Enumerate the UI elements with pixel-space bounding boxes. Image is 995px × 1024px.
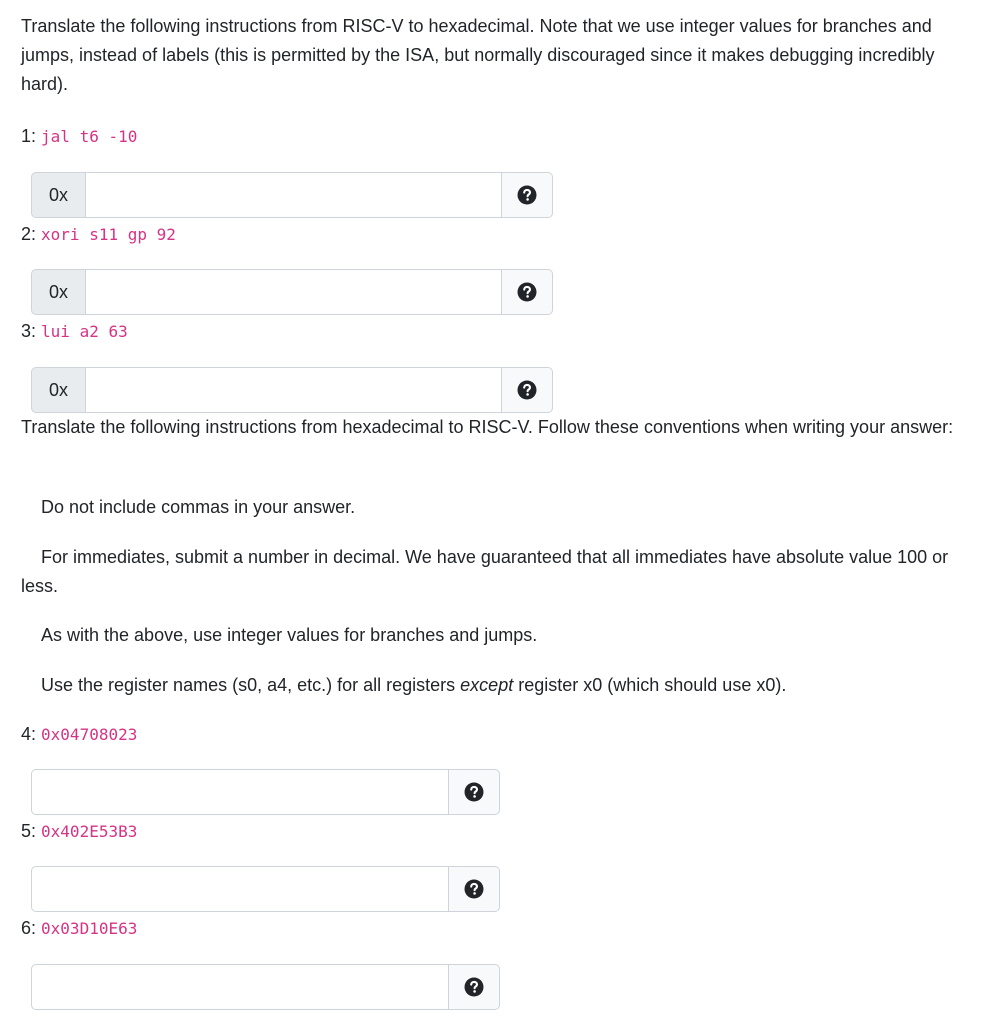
- section2-instructions: Translate the following instructions from hexadecimal to RISC-V. Follow these conventions when writing your answer:: [21, 417, 954, 437]
- question-6-code: 0x03D10E63: [41, 919, 138, 938]
- question-6-label: [21, 914, 137, 943]
- question-4-code: 0x04708023: [41, 725, 138, 744]
- question-circle-icon: [517, 380, 537, 400]
- question-1-label: [21, 122, 137, 151]
- convention-branches: As with the above, use integer values for branches and jumps.: [41, 625, 538, 645]
- question-4-label: [21, 720, 137, 749]
- question-1-answer-input[interactable]: [86, 172, 502, 218]
- convention-immediates: For immediates, submit a number in decimal. We have guaranteed that all immediates have absolute value 100 or less.: [21, 547, 949, 596]
- hex-prefix: 0x: [31, 367, 86, 413]
- question-5-answer-input[interactable]: [31, 866, 449, 912]
- convention-no-commas: Do not include commas in your answer.: [41, 497, 356, 517]
- question-3-input-group: [31, 367, 553, 413]
- question-4-number: 4:: [21, 724, 37, 744]
- question-1-code: jal t6 -10: [41, 127, 138, 146]
- question-3-answer-input[interactable]: [86, 367, 502, 413]
- question-5-label: [21, 817, 137, 846]
- question-6-help-button[interactable]: [449, 964, 500, 1010]
- question-6-input-group: [31, 964, 500, 1010]
- question-3-label: [21, 317, 128, 346]
- question-circle-icon: [517, 282, 537, 302]
- question-2-answer-input[interactable]: [86, 269, 502, 315]
- question-4-answer-input[interactable]: [31, 769, 449, 815]
- convention-registers: [41, 671, 991, 700]
- convention-registers-text-2: register x0 (which should use x0).: [513, 675, 787, 695]
- question-1-input-group: [31, 172, 553, 218]
- question-5-code: 0x402E53B3: [41, 822, 138, 841]
- question-circle-icon: [464, 977, 484, 997]
- question-2-input-group: [31, 269, 553, 315]
- hex-prefix: 0x: [31, 269, 86, 315]
- convention-registers-text-1: Use the register names (s0, a4, etc.) for all registers: [41, 675, 461, 695]
- question-4-input-group: [31, 769, 500, 815]
- question-circle-icon: [517, 185, 537, 205]
- question-2-label: [21, 220, 176, 249]
- hex-prefix: 0x: [31, 172, 86, 218]
- question-3-number: 3:: [21, 321, 37, 341]
- question-2-number: 2:: [21, 224, 37, 244]
- question-1-help-button[interactable]: [502, 172, 553, 218]
- question-6-number: 6:: [21, 918, 37, 938]
- question-3-help-button[interactable]: [502, 367, 553, 413]
- question-2-code: xori s11 gp 92: [41, 225, 176, 244]
- question-4-help-button[interactable]: [449, 769, 500, 815]
- question-circle-icon: [464, 879, 484, 899]
- convention-registers-emphasis: except: [460, 675, 514, 695]
- question-1-number: 1:: [21, 126, 37, 146]
- question-5-number: 5:: [21, 821, 37, 841]
- question-6-answer-input[interactable]: [31, 964, 449, 1010]
- question-5-help-button[interactable]: [449, 866, 500, 912]
- question-circle-icon: [464, 782, 484, 802]
- section1-instructions: Translate the following instructions from RISC-V to hexadecimal. Note that we use integer values for branches and jumps, instead of labels (this is permitted by the ISA, but normally discouraged since it makes debugging incredibly hard).: [21, 16, 935, 94]
- question-3-code: lui a2 63: [41, 322, 128, 341]
- question-2-help-button[interactable]: [502, 269, 553, 315]
- question-5-input-group: [31, 866, 500, 912]
